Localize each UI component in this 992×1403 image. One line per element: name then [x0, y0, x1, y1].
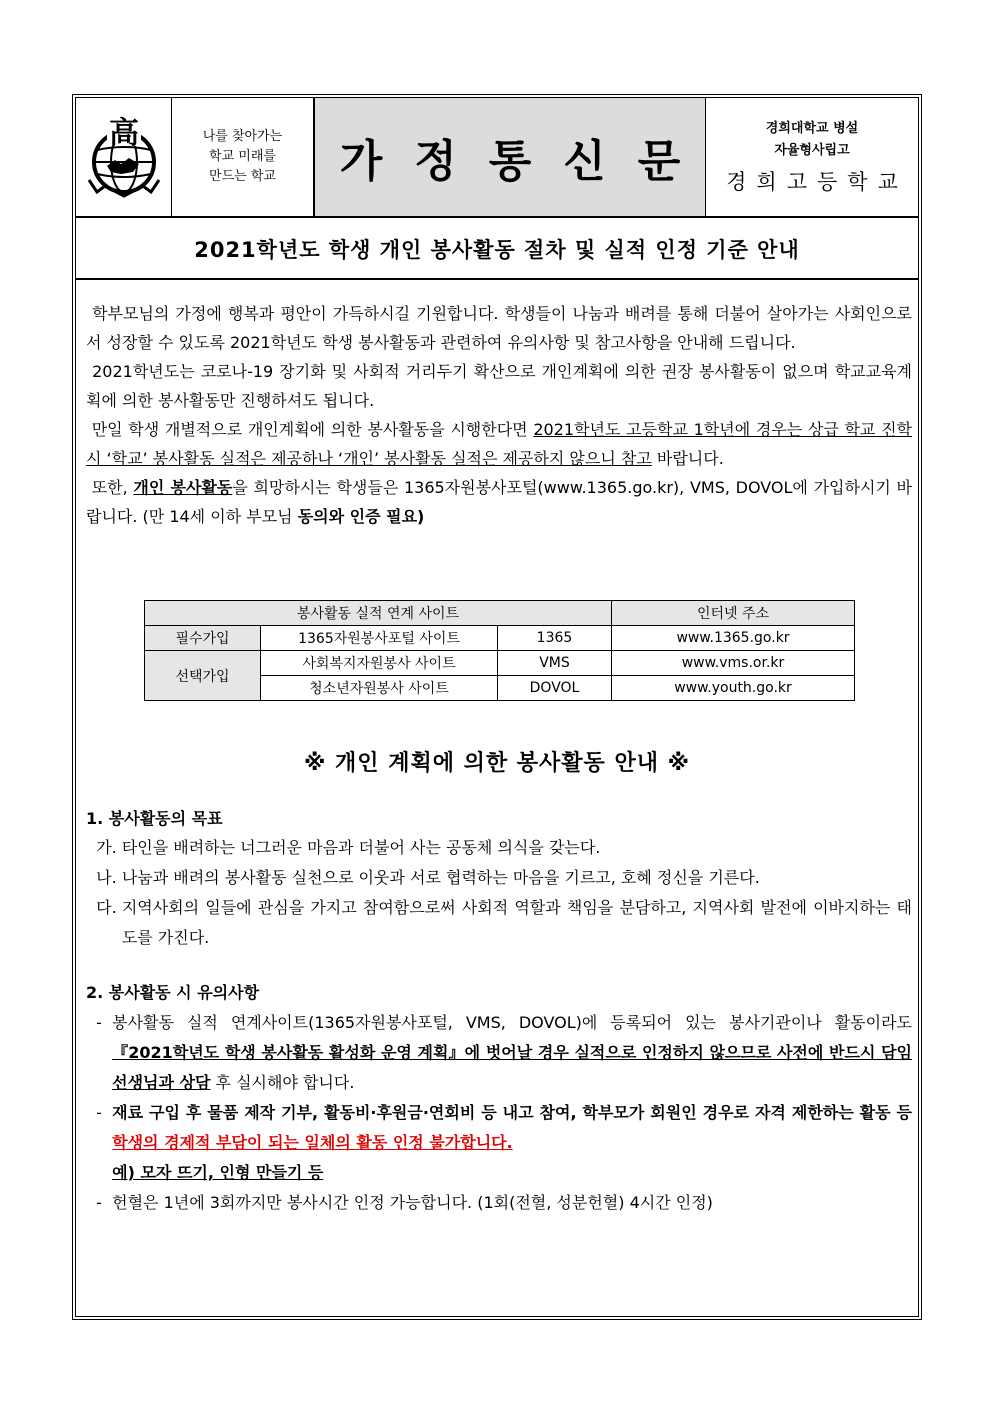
caution-2-red: 학생의 경제적 부담이 되는 일체의 활동 인정 불가합니다.	[112, 1133, 513, 1152]
intro-paragraph-2-text: 2021학년도는 코로나-19 장기화 및 사회적 거리두기 확산으로 개인계획에 의한 권장 봉사활동이 없으며 학교교육계획에 의한 봉사활동만 진행하셔도 됩니다.	[86, 362, 912, 410]
motto-line-2: 학교 미래를	[209, 149, 276, 164]
caution-1-tail: 후 실시해야 합니다.	[210, 1073, 355, 1092]
intro-paragraph-3	[86, 415, 912, 473]
document-title: 가정통신문	[339, 136, 713, 187]
site-url: www.vms.or.kr	[612, 651, 855, 676]
intro-paragraph-4-bold: 동의와 인증 필요)	[297, 507, 425, 526]
school-emblem-icon	[85, 114, 163, 200]
table-row	[145, 651, 855, 676]
intro-paragraph-4-lead: 또한,	[91, 478, 134, 497]
intro-paragraph-2	[86, 357, 912, 415]
site-name: 청소년자원봉사 사이트	[261, 676, 498, 701]
volunteer-sites-table	[144, 600, 855, 701]
caution-2-example: 예) 모자 뜨기, 인형 만들기 등	[112, 1163, 324, 1182]
intro-paragraph-1	[86, 299, 912, 357]
school-motto	[172, 98, 314, 216]
list-item	[86, 893, 912, 953]
site-code: 1365	[498, 626, 612, 651]
site-url: www.1365.go.kr	[612, 626, 855, 651]
intro-paragraph-3-lead: 만일 학생 개별적으로 개인계획에 의한 봉사활동을 시행한다면	[91, 420, 534, 439]
intro-paragraph-4	[86, 473, 912, 531]
caution-1-lead: 봉사활동 실적 연계사이트(1365자원봉사포털, VMS, DOVOL)에 등록되어 있는 봉사기관이나 활동이라도	[112, 1013, 912, 1032]
logo-character: 高	[108, 116, 139, 151]
document-title-cell	[314, 98, 713, 216]
table-header-site: 봉사활동 실적 연계 사이트	[145, 601, 612, 626]
school-logo-cell	[76, 98, 172, 216]
section-2-list	[86, 1008, 912, 1218]
list-item	[86, 833, 912, 863]
list-marker: 가.	[96, 838, 117, 857]
intro-paragraph-3-underlined: 2021학년도 고등학교 1학년에 경우는 상급 학교 진학 시 ‘학교’ 봉사활동 실적은 제공하나 ‘개인’ 봉사활동 실적은 제공하지 않으니 참고	[86, 420, 912, 468]
school-type: 자율형사립고	[774, 143, 850, 158]
school-affiliation: 경희대학교 병설	[765, 121, 859, 136]
notice-title: ※ 개인 계획에 의한 봉사활동 안내 ※	[303, 751, 690, 776]
list-item-text: 지역사회의 일들에 관심을 가지고 참여함으로써 사회적 역할과 책임을 분담하고, 지역사회 발전에 이바지하는 태도를 가진다.	[121, 898, 912, 947]
list-item	[86, 863, 912, 893]
list-marker: 다.	[96, 898, 117, 917]
list-item	[86, 1098, 912, 1188]
site-code: DOVOL	[498, 676, 612, 701]
table-header-url: 인터넷 주소	[612, 601, 855, 626]
intro-paragraph-3-tail: 바랍니다.	[651, 449, 724, 468]
list-item-text: 헌혈은 1년에 3회까지만 봉사시간 인정 가능합니다. (1회(전혈, 성분헌혈) 4시간 인정)	[112, 1193, 713, 1212]
caution-2-bold: 재료 구입 후 물품 제작 기부, 활동비·후원금·연회비 등 내고 참여, 학부모가 회원인 경우로 자격 제한하는 활동 등	[112, 1103, 912, 1122]
list-item	[86, 1188, 912, 1218]
list-item-text	[112, 1008, 912, 1098]
school-name: 경희고등학교	[726, 170, 908, 194]
intro-paragraph-1-text: 학부모님의 가정에 행복과 평안이 가득하시길 기원합니다. 학생들이 나눔과 배려를 통해 더불어 살아가는 사회인으로서 성장할 수 있도록 2021학년도 학생 봉사활동과 관련하여 유의사항 및 참고사항을 안내해 드립니다.	[86, 304, 912, 352]
school-info	[706, 98, 918, 216]
notice-document	[72, 94, 922, 1320]
optional-label: 선택가입	[145, 651, 261, 701]
section-2-heading: 2. 봉사활동 시 유의사항	[86, 983, 260, 1002]
list-marker: -	[96, 1193, 102, 1212]
intro-paragraph-4-body: 을 희망하시는 학생들은 1365자원봉사포털(www.1365.go.kr), VMS, DOVOL에 가입하시기 바랍니다. (만 14세 이하 부모님	[86, 478, 913, 526]
list-marker: -	[96, 1013, 102, 1032]
table-row	[145, 626, 855, 651]
list-marker: -	[96, 1103, 102, 1122]
motto-line-1: 나를 찾아가는	[202, 129, 283, 144]
document-header	[76, 98, 918, 218]
site-name: 사회복지자원봉사 사이트	[261, 651, 498, 676]
intro-paragraph-4-emphasis: 개인 봉사활동	[133, 478, 233, 497]
table-header-row	[145, 601, 855, 626]
list-item-text: 타인을 배려하는 너그러운 마음과 더불어 사는 공동체 의식을 갖는다.	[121, 838, 601, 857]
section-1-heading: 1. 봉사활동의 목표	[86, 809, 223, 828]
list-item-text: 나눔과 배려의 봉사활동 실천으로 이웃과 서로 협력하는 마음을 기르고, 호혜 정신을 기른다.	[121, 868, 760, 887]
motto-line-3: 만드는 학교	[209, 169, 276, 184]
section-1-list	[86, 833, 912, 953]
caution-1-emphasis: 『2021학년도 학생 봉사활동 활성화 운영 계획』에 벗어날 경우 실적으로 인정하지 않으므로 사전에 반드시 담임 선생님과 상담	[112, 1043, 912, 1092]
list-item-text	[112, 1098, 912, 1188]
site-name: 1365자원봉사포털 사이트	[261, 626, 498, 651]
site-code: VMS	[498, 651, 612, 676]
required-label: 필수가입	[145, 626, 261, 651]
list-item	[86, 1008, 912, 1098]
intro-section	[86, 299, 912, 531]
site-url: www.youth.go.kr	[612, 676, 855, 701]
subject-title: 2021학년도 학생 개인 봉사활동 절차 및 실적 인정 기준 안내	[194, 238, 800, 262]
list-marker: 나.	[96, 868, 117, 887]
subject-bar	[76, 220, 918, 280]
